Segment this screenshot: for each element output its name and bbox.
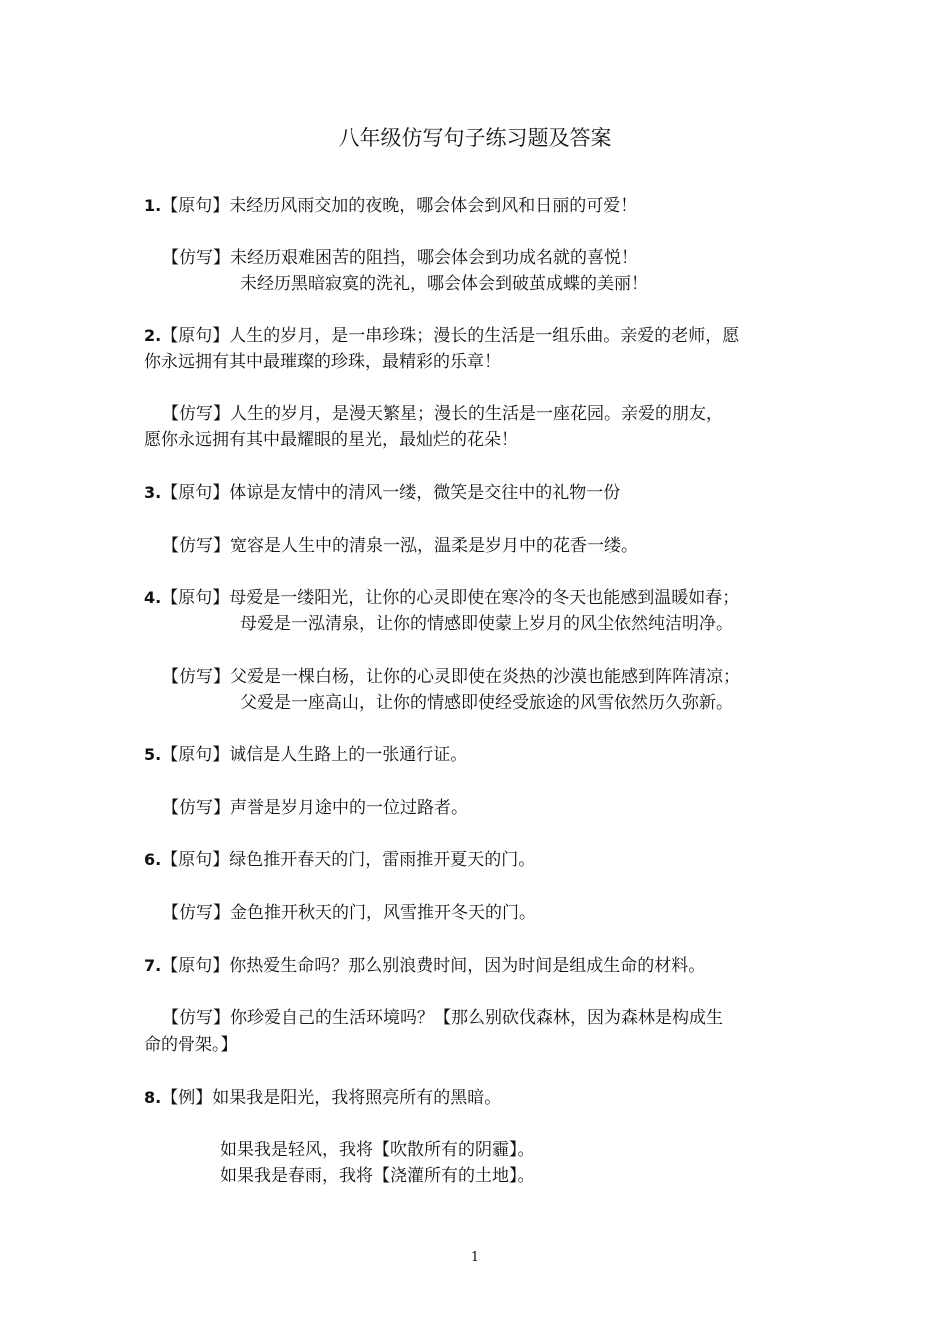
- answer-text: 未经历艰难困苦的阻挡，哪会体会到功成名就的喜悦！: [230, 248, 638, 268]
- original-text: 人生的岁月，是一串珍珠；漫长的生活是一组乐曲。亲爱的老师，愿: [229, 326, 740, 346]
- original-text: 体谅是友情中的清风一缕，微笑是交往中的礼物一份: [229, 483, 621, 503]
- question-5-answer: [162, 796, 468, 820]
- answer-text: 父爱是一棵白杨，让你的心灵即使在炎热的沙漠也能感到阵阵清凉；: [230, 667, 740, 687]
- answer-tag: 【仿写】: [162, 536, 230, 556]
- answer-text: 人生的岁月，是漫天繁星；漫长的生活是一座花园。亲爱的朋友，: [230, 404, 723, 424]
- answer-tag: 【仿写】: [162, 248, 230, 268]
- original-text: 未经历风雨交加的夜晚，哪会体会到风和日丽的可爱！: [229, 196, 638, 216]
- original-text: 你热爱生命吗？那么别浪费时间，因为时间是组成生命的材料。: [229, 956, 706, 976]
- answer-text: 金色推开秋天的门，风雪推开冬天的门。: [230, 903, 536, 923]
- question-2-answer: [162, 402, 723, 426]
- answer-tag: 【仿写】: [162, 1008, 230, 1028]
- question-number: 7.: [144, 956, 162, 975]
- original-tag: 【原句】: [161, 850, 230, 870]
- question-7-answer: [162, 1006, 723, 1030]
- answer-text: 你珍爱自己的生活环境吗？【那么别砍伐森林，因为森林是构成生: [230, 1008, 723, 1028]
- answer-text-line: 如果我是轻风，我将【吹散所有的阴霾】。: [220, 1140, 535, 1160]
- page-title: 八年级仿写句子练习题及答案: [338, 126, 612, 150]
- question-number: 8.: [144, 1088, 162, 1107]
- question-1-original: [144, 194, 637, 218]
- answer-text-line: 命的骨架。】: [144, 1035, 238, 1055]
- question-2-original: [144, 324, 739, 348]
- question-7-original: [144, 954, 705, 978]
- page-number: 1: [470, 1250, 480, 1265]
- question-3-original: [144, 481, 620, 505]
- question-8-example: [144, 1086, 501, 1110]
- question-4-original: [144, 586, 739, 610]
- original-tag: 【原句】: [161, 326, 230, 346]
- answer-text-line: 如果我是春雨，我将【浇灌所有的土地】。: [220, 1166, 535, 1186]
- answer-text-line: 愿你永远拥有其中最耀眼的星光，最灿烂的花朵！: [144, 430, 518, 450]
- answer-tag: 【仿写】: [162, 667, 230, 687]
- answer-text-line: 未经历黑暗寂寞的洗礼，哪会体会到破茧成蝶的美丽！: [240, 274, 648, 294]
- question-4-answer: [162, 665, 740, 689]
- original-tag: 【原句】: [161, 588, 230, 608]
- question-6-answer: [162, 901, 536, 925]
- answer-tag: 【仿写】: [162, 903, 230, 923]
- original-text-line: 母爱是一泓清泉，让你的情感即使蒙上岁月的风尘依然纯洁明净。: [240, 614, 733, 634]
- answer-tag: 【仿写】: [162, 404, 230, 424]
- question-number: 4.: [144, 588, 162, 607]
- original-text: 诚信是人生路上的一张通行证。: [229, 745, 468, 765]
- original-text-line: 你永远拥有其中最璀璨的珍珠，最精彩的乐章！: [144, 352, 501, 372]
- question-number: 1.: [144, 196, 162, 215]
- question-1-answer: [162, 246, 638, 270]
- example-tag: 【例】: [161, 1088, 213, 1108]
- original-text: 绿色推开春天的门，雷雨推开夏天的门。: [229, 850, 536, 870]
- answer-text-line: 父爱是一座高山，让你的情感即使经受旅途的风雪依然历久弥新。: [240, 693, 733, 713]
- answer-tag: 【仿写】: [162, 798, 230, 818]
- question-number: 3.: [144, 483, 162, 502]
- original-tag: 【原句】: [161, 745, 230, 765]
- example-text: 如果我是阳光，我将照亮所有的黑暗。: [212, 1088, 502, 1108]
- original-tag: 【原句】: [161, 196, 230, 216]
- question-6-original: [144, 848, 535, 872]
- question-5-original: [144, 743, 467, 767]
- answer-text: 声誉是岁月途中的一位过路者。: [230, 798, 468, 818]
- answer-text: 宽容是人生中的清泉一泓，温柔是岁月中的花香一缕。: [230, 536, 638, 556]
- original-tag: 【原句】: [161, 483, 230, 503]
- question-3-answer: [162, 534, 638, 558]
- original-text: 母爱是一缕阳光，让你的心灵即使在寒冷的冬天也能感到温暖如春；: [229, 588, 740, 608]
- question-number: 5.: [144, 745, 162, 764]
- question-number: 6.: [144, 850, 162, 869]
- question-number: 2.: [144, 326, 162, 345]
- original-tag: 【原句】: [161, 956, 230, 976]
